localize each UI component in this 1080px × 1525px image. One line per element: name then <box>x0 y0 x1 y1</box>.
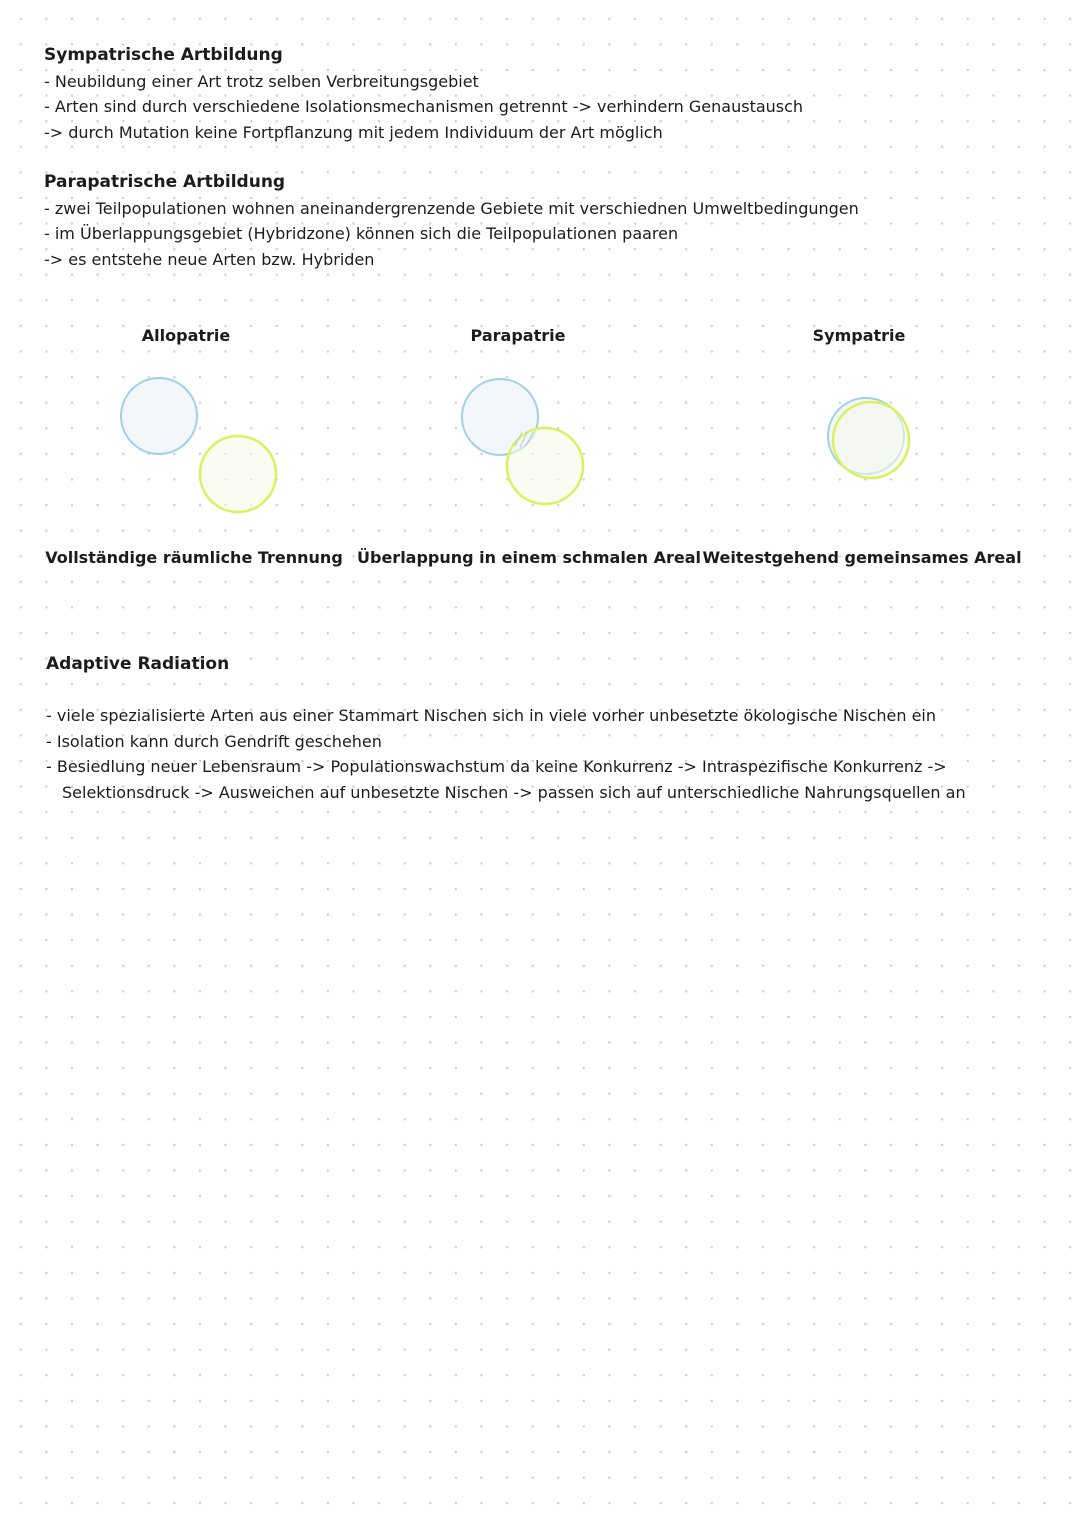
sympatric-line-1: - Neubildung einer Art trotz selben Verbreitungsgebiet <box>44 71 479 91</box>
radiation-line-1: - viele spezialisierte Arten aus einer Stammart Nischen sich in viele vorher unbesetzte ökologische Nischen ein <box>46 706 936 725</box>
allopatrie-population-b <box>200 436 276 512</box>
parapatrie-diagram <box>462 379 583 504</box>
allopatrie-caption: Vollständige räumliche Trennung <box>45 548 343 567</box>
sympatric-line-2: - Arten sind durch verschiedene Isolationsmechanismen getrennt -> verhindern Genaustausch <box>44 97 804 116</box>
radiation-line-2: - Isolation kann durch Gendrift geschehen <box>46 731 382 751</box>
parapatrie-title: Parapatrie <box>470 326 566 345</box>
radiation-line-4: Selektionsdruck -> Ausweichen auf unbesetzte Nischen -> passen sich auf unterschiedliche Nahrungsquellen an <box>62 782 966 802</box>
radiation-heading: Adaptive Radiation <box>46 654 230 674</box>
parapatric-line-2: - im Überlappungsgebiet (Hybridzone) können sich die Teilpopulationen paaren <box>44 224 679 243</box>
parapatric-heading: Parapatrische Artbildung <box>44 172 286 192</box>
sympatric-line-3: -> durch Mutation keine Fortpflanzung mit jedem Individuum der Art möglich <box>44 122 663 142</box>
sympatrie-title: Sympatrie <box>812 326 906 345</box>
parapatric-section <box>44 170 1044 272</box>
sympatric-heading: Sympatrische Artbildung <box>44 45 283 65</box>
allopatrie-population-a <box>121 378 197 454</box>
radiation-section <box>46 652 1046 678</box>
radiation-line-3: - Besiedlung neuer Lebensraum -> Populationswachstum da keine Konkurrenz -> Intraspezifische Konkurrenz -> <box>46 757 947 776</box>
parapatric-line-1: - zwei Teilpopulationen wohnen aneinandergrenzende Gebiete mit verschiednen Umweltbedingungen <box>44 198 859 218</box>
sympatrie-diagram <box>828 398 909 478</box>
sympatrie-population-b <box>833 402 909 478</box>
parapatric-line-3: -> es entstehe neue Arten bzw. Hybriden <box>44 249 375 269</box>
sympatrie-caption: Weitestgehend gemeinsames Areal <box>702 548 1022 567</box>
radiation-list <box>46 703 1046 805</box>
allopatrie-diagram <box>121 378 276 512</box>
speciation-diagram <box>0 370 1080 520</box>
allopatrie-title: Allopatrie <box>141 326 231 345</box>
sympatric-section <box>44 43 1044 145</box>
parapatrie-caption: Überlappung in einem schmalen Areal <box>357 548 702 567</box>
